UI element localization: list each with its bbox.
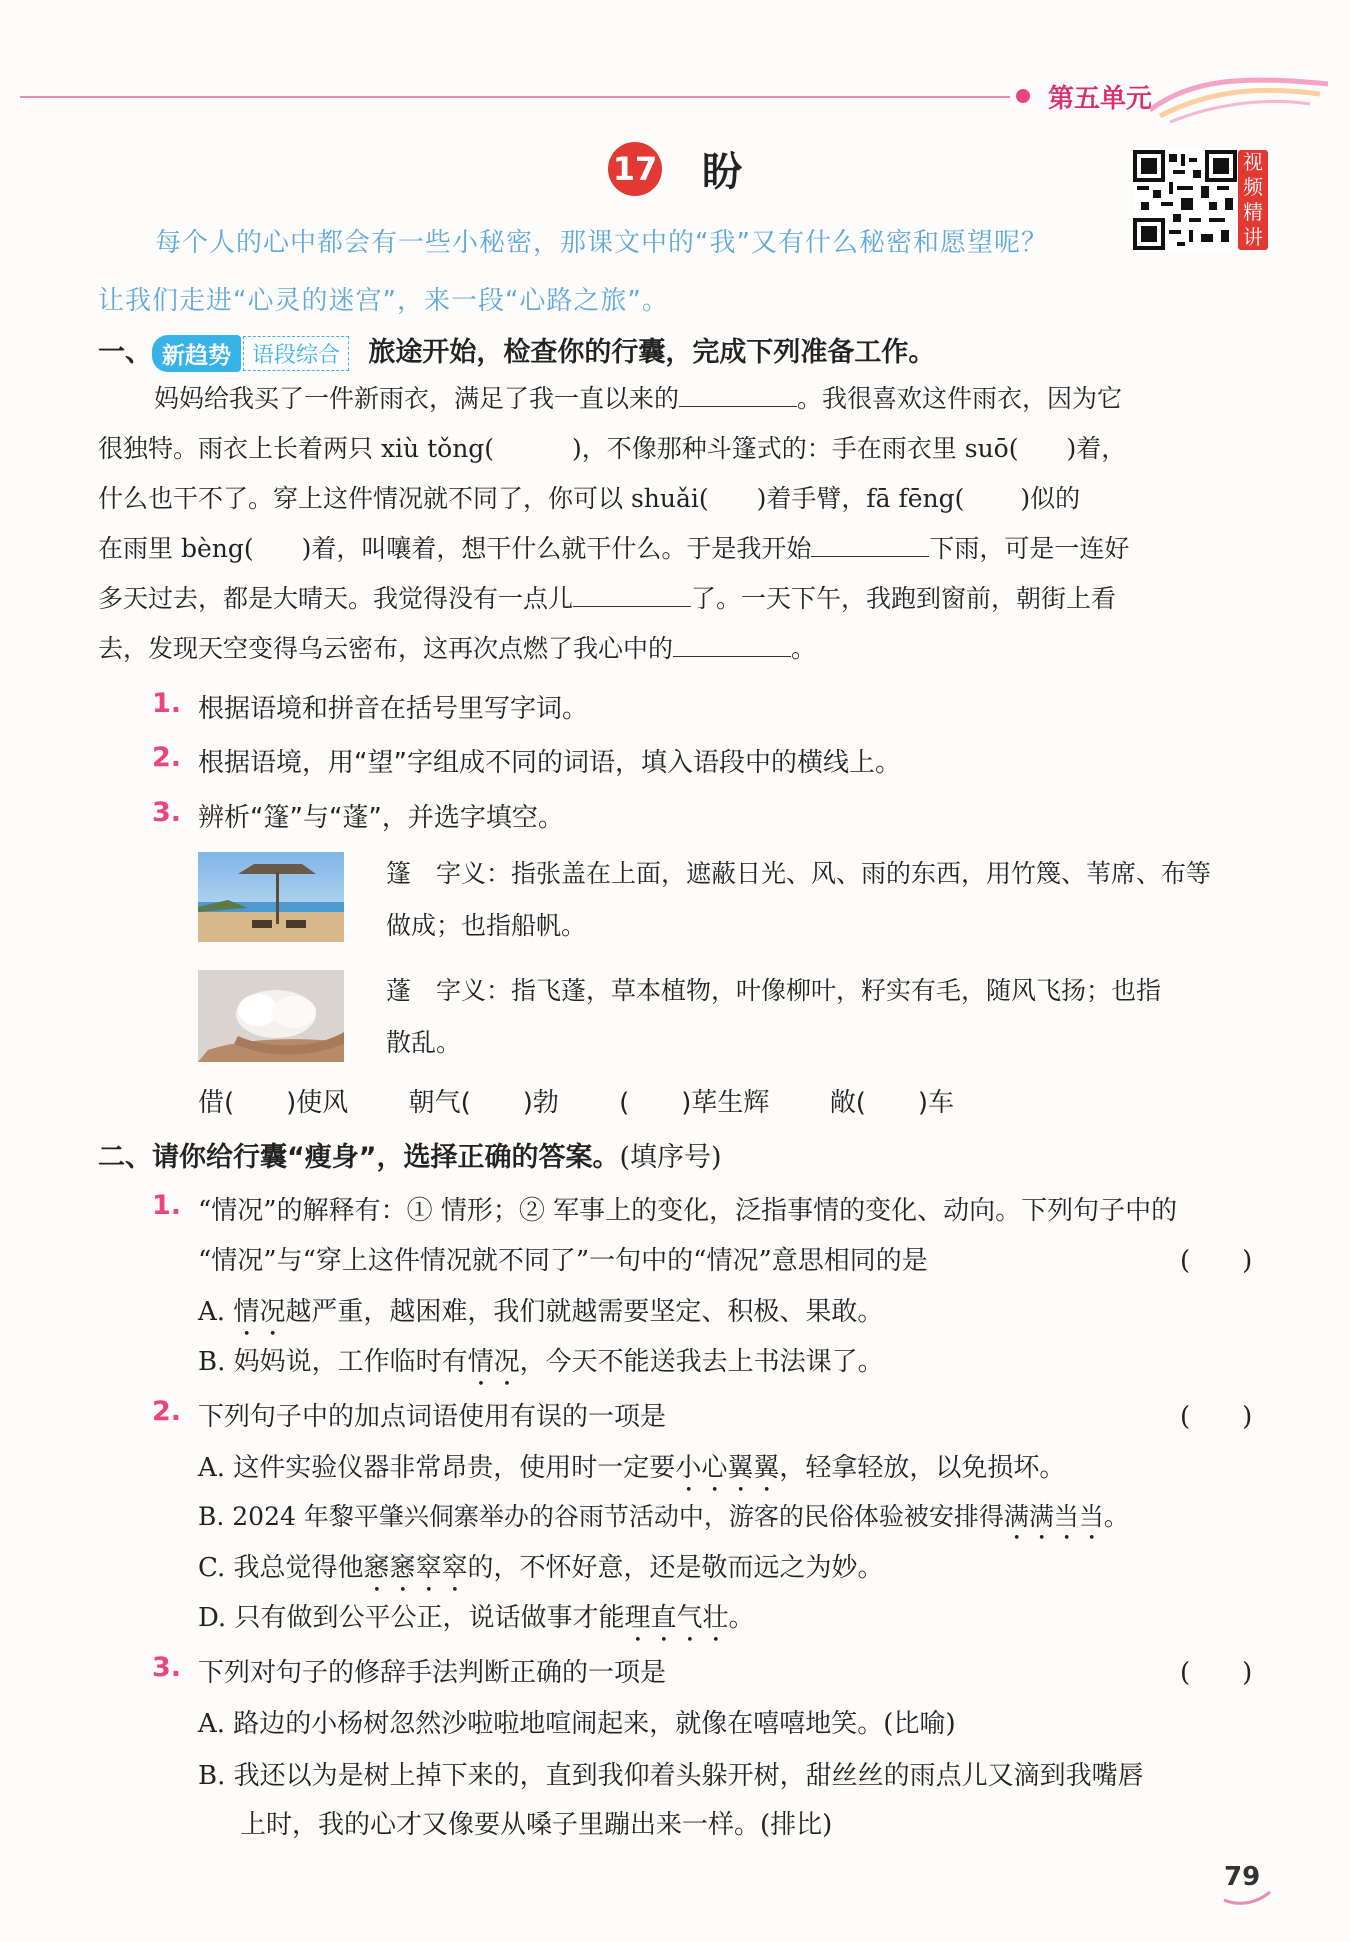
option-a[interactable]: A. 路边的小杨树忽然沙啦啦地喧闹起来，就像在嘻嘻地笑。(比喻): [198, 1709, 956, 1739]
passage-line: 很独特。雨衣上长着两只 xiù tǒng( )，不像那种斗篷式的：手在雨衣里 suō( )着，: [98, 434, 1127, 463]
option-b-line-2: 上时，我的心才又像要从嗓子里蹦出来一样。(排比): [240, 1810, 833, 1840]
fill-item[interactable]: 朝气( )勃: [408, 1088, 559, 1118]
header-rule: [20, 96, 1010, 98]
option-b[interactable]: B. 2024 年黎平肇兴侗寨举办的谷雨节活动中，游客的民俗体验被安排得满满当当。: [198, 1502, 1129, 1531]
answer-paren[interactable]: ( ): [1180, 1658, 1253, 1688]
intro-line-2: 让我们走进“心灵的迷宫”，来一段“心路之旅”。: [98, 286, 669, 316]
passage-line: 什么也干不了。穿上这件情况就不同了，你可以 shuǎi( )着手臂，fā fēng( )似的: [98, 484, 1081, 513]
section-2-title: 二、请你给行囊“瘦身”，选择正确的答案。(填序号): [98, 1142, 722, 1173]
passage-line: 多天过去，都是大晴天。我觉得没有一点儿 了。一天下午，我跑到窗前，朝街上看: [98, 574, 1266, 624]
definition-peng-fleabane: 蓬 字义：指飞蓬，草本植物，叶像柳叶，籽实有毛，随风飞扬；也指 散乱。: [386, 976, 1162, 1057]
section-1-title: [98, 330, 935, 372]
answer-blank[interactable]: [673, 626, 791, 657]
question-2-1-line-2: “情况”与“穿上这件情况就不同了”一句中的“情况”意思相同的是: [198, 1246, 928, 1276]
header-dot: [1016, 89, 1030, 103]
option-b[interactable]: B. 我还以为是树上掉下来的，直到我仰着头躲开树，甜丝丝的雨点儿又滴到我嘴唇: [198, 1761, 1144, 1791]
section-1-text: 旅途开始，检查你的行囊，完成下列准备工作。: [368, 337, 936, 368]
option-c[interactable]: C. 我总觉得他窸窸窣窣的，不怀好意，还是敬而远之为妙。: [198, 1553, 884, 1583]
video-tag-char: 频: [1243, 175, 1263, 199]
passage: [98, 374, 1266, 674]
answer-paren[interactable]: ( ): [1180, 1246, 1253, 1276]
video-tag-char: 视: [1243, 150, 1263, 174]
workbook-page: 第五单元 17 盼 视 频 精 讲 每个人的心中都会有一些小秘密，那课文中的“我”又有什么秘密和愿望呢？ 让我们走进“心灵的迷宫”，来一段“心路之旅”。 一、 新趋势 语段综合 旅途开始，检查你的行囊，完成下列准备工作。 妈妈给我买了一件新雨衣，满足了我一直以来的 。我很喜欢这件雨衣，因为它 很独特。雨衣上长着两只 xiù tǒng( )，不像那种斗篷式的：手在雨衣里 suō( )着， 什么也干不了。穿上这件情况就不同了，你可以 shuǎi( )着手臂，fā fēng( )似的 在雨里 bèng( )着，叫嚷着，想干什么就干什么。于是我开始 下雨，可是一连好 多天过去，都是大晴天。我觉得没有一点儿 了。一天下午，我跑到窗前，朝街上看 去，发现天空变得乌云密布，这再次点燃了我心中的 。 1. 根据语境和拼音在括号里写字词。 2. 根据语境，用“望”字组成不同的词语，填入语段中的横线上。 3. 辨析“篷”与“蓬”，并选字填空。 篷 字义：指张盖在上面，遮蔽日光、风、雨的东西，用竹篾、苇席、布等 做成；也指船帆。 蓬 字义：指飞蓬，草本植物，叶像柳叶，籽实有毛，随风飞扬；也指 散乱。 借( )使风 朝气( )勃 ( )荜生辉 敞( )车 二、请你给行囊“瘦身”，选择正确的答案。(填序号) 1. “情况”的解释有：① 情形；② 军事上的变化，泛指事情的变化、动向。下列句子中的 “情况”与“穿上这件情况就不同了”一句中的“情况”意思相同的是 ( ) A. 情况越严重，越困难，我们就越需要坚定、积极、果敢。 B. 妈妈说，工作临时有情况，今天不能送我去上书法课了。 2. 下列句子中的加点词语使用有误的一项是 ( ) A. 这件实验仪器非常昂贵，使用时一定要小心翼翼，轻拿轻放，以免损坏。 B. 2024 年黎平肇兴侗寨举办的谷雨节活动中，游客的民俗体验被安排得满满当当。 C. 我总觉得他窸窸窣窣的，不怀好意，还是敬而远之为妙。 D. 只有做到公平公正，说话做事才能理直气壮。 3. 下列对句子的修辞手法判断正确的一项是 ( ) A. 路边的小杨树忽然沙啦啦地喧闹起来，就像在嘻嘻地笑。(比喻) B. 我还以为是树上掉下来的，直到我仰着头躲开树，甜丝丝的雨点儿又滴到我嘴唇 上时，我的心才又像要从嗓子里蹦出来一样。(排比) 79: [0, 0, 1350, 1942]
new-trend-badge: 新趋势: [152, 335, 241, 372]
page-number-swoosh: [1222, 1890, 1272, 1906]
intro-line-1: 每个人的心中都会有一些小秘密，那课文中的“我”又有什么秘密和愿望呢？: [155, 228, 1048, 258]
passage-line: 妈妈给我买了一件新雨衣，满足了我一直以来的 。我很喜欢这件雨衣，因为它: [98, 374, 1266, 424]
fluff-in-hand-image: [198, 970, 344, 1062]
fill-in-row: [198, 1082, 1006, 1119]
fill-item[interactable]: 敞( )车: [829, 1088, 954, 1118]
badge-subtitle: 语段综合: [243, 336, 349, 371]
lesson-title: 盼: [702, 148, 742, 195]
beach-umbrella-image: [198, 852, 344, 942]
answer-blank[interactable]: [811, 526, 929, 557]
option-b[interactable]: B. 妈妈说，工作临时有情况，今天不能送我去上书法课了。: [198, 1347, 884, 1377]
swoosh-decoration: [1150, 70, 1330, 130]
answer-blank[interactable]: [573, 576, 691, 607]
passage-line: 在雨里 bèng( )着，叫嚷着，想干什么就干什么。于是我开始 下雨，可是一连好: [98, 524, 1266, 574]
definition-peng-canopy: 篷 字义：指张盖在上面，遮蔽日光、风、雨的东西，用竹篾、苇席、布等 做成；也指船帆。: [386, 859, 1212, 940]
video-tag-char: 精: [1243, 200, 1263, 224]
fill-item[interactable]: ( )荜生辉: [619, 1088, 770, 1118]
unit-label: 第五单元: [1048, 84, 1153, 114]
page-number: 79: [1224, 1862, 1261, 1892]
video-tag-char: 讲: [1243, 225, 1263, 249]
option-a[interactable]: A. 这件实验仪器非常昂贵，使用时一定要小心翼翼，轻拿轻放，以免损坏。: [198, 1453, 1066, 1483]
answer-blank[interactable]: [679, 376, 797, 407]
option-a[interactable]: A. 情况越严重，越困难，我们就越需要坚定、积极、果敢。: [198, 1297, 884, 1327]
section-1-prefix: 一、: [98, 337, 152, 368]
fill-item[interactable]: 借( )使风: [198, 1088, 349, 1118]
lesson-number-badge: 17: [608, 142, 662, 196]
answer-paren[interactable]: ( ): [1180, 1402, 1253, 1432]
option-d[interactable]: D. 只有做到公平公正，说话做事才能理直气壮。: [198, 1603, 755, 1633]
passage-line: 去，发现天空变得乌云密布，这再次点燃了我心中的 。: [98, 624, 1266, 674]
